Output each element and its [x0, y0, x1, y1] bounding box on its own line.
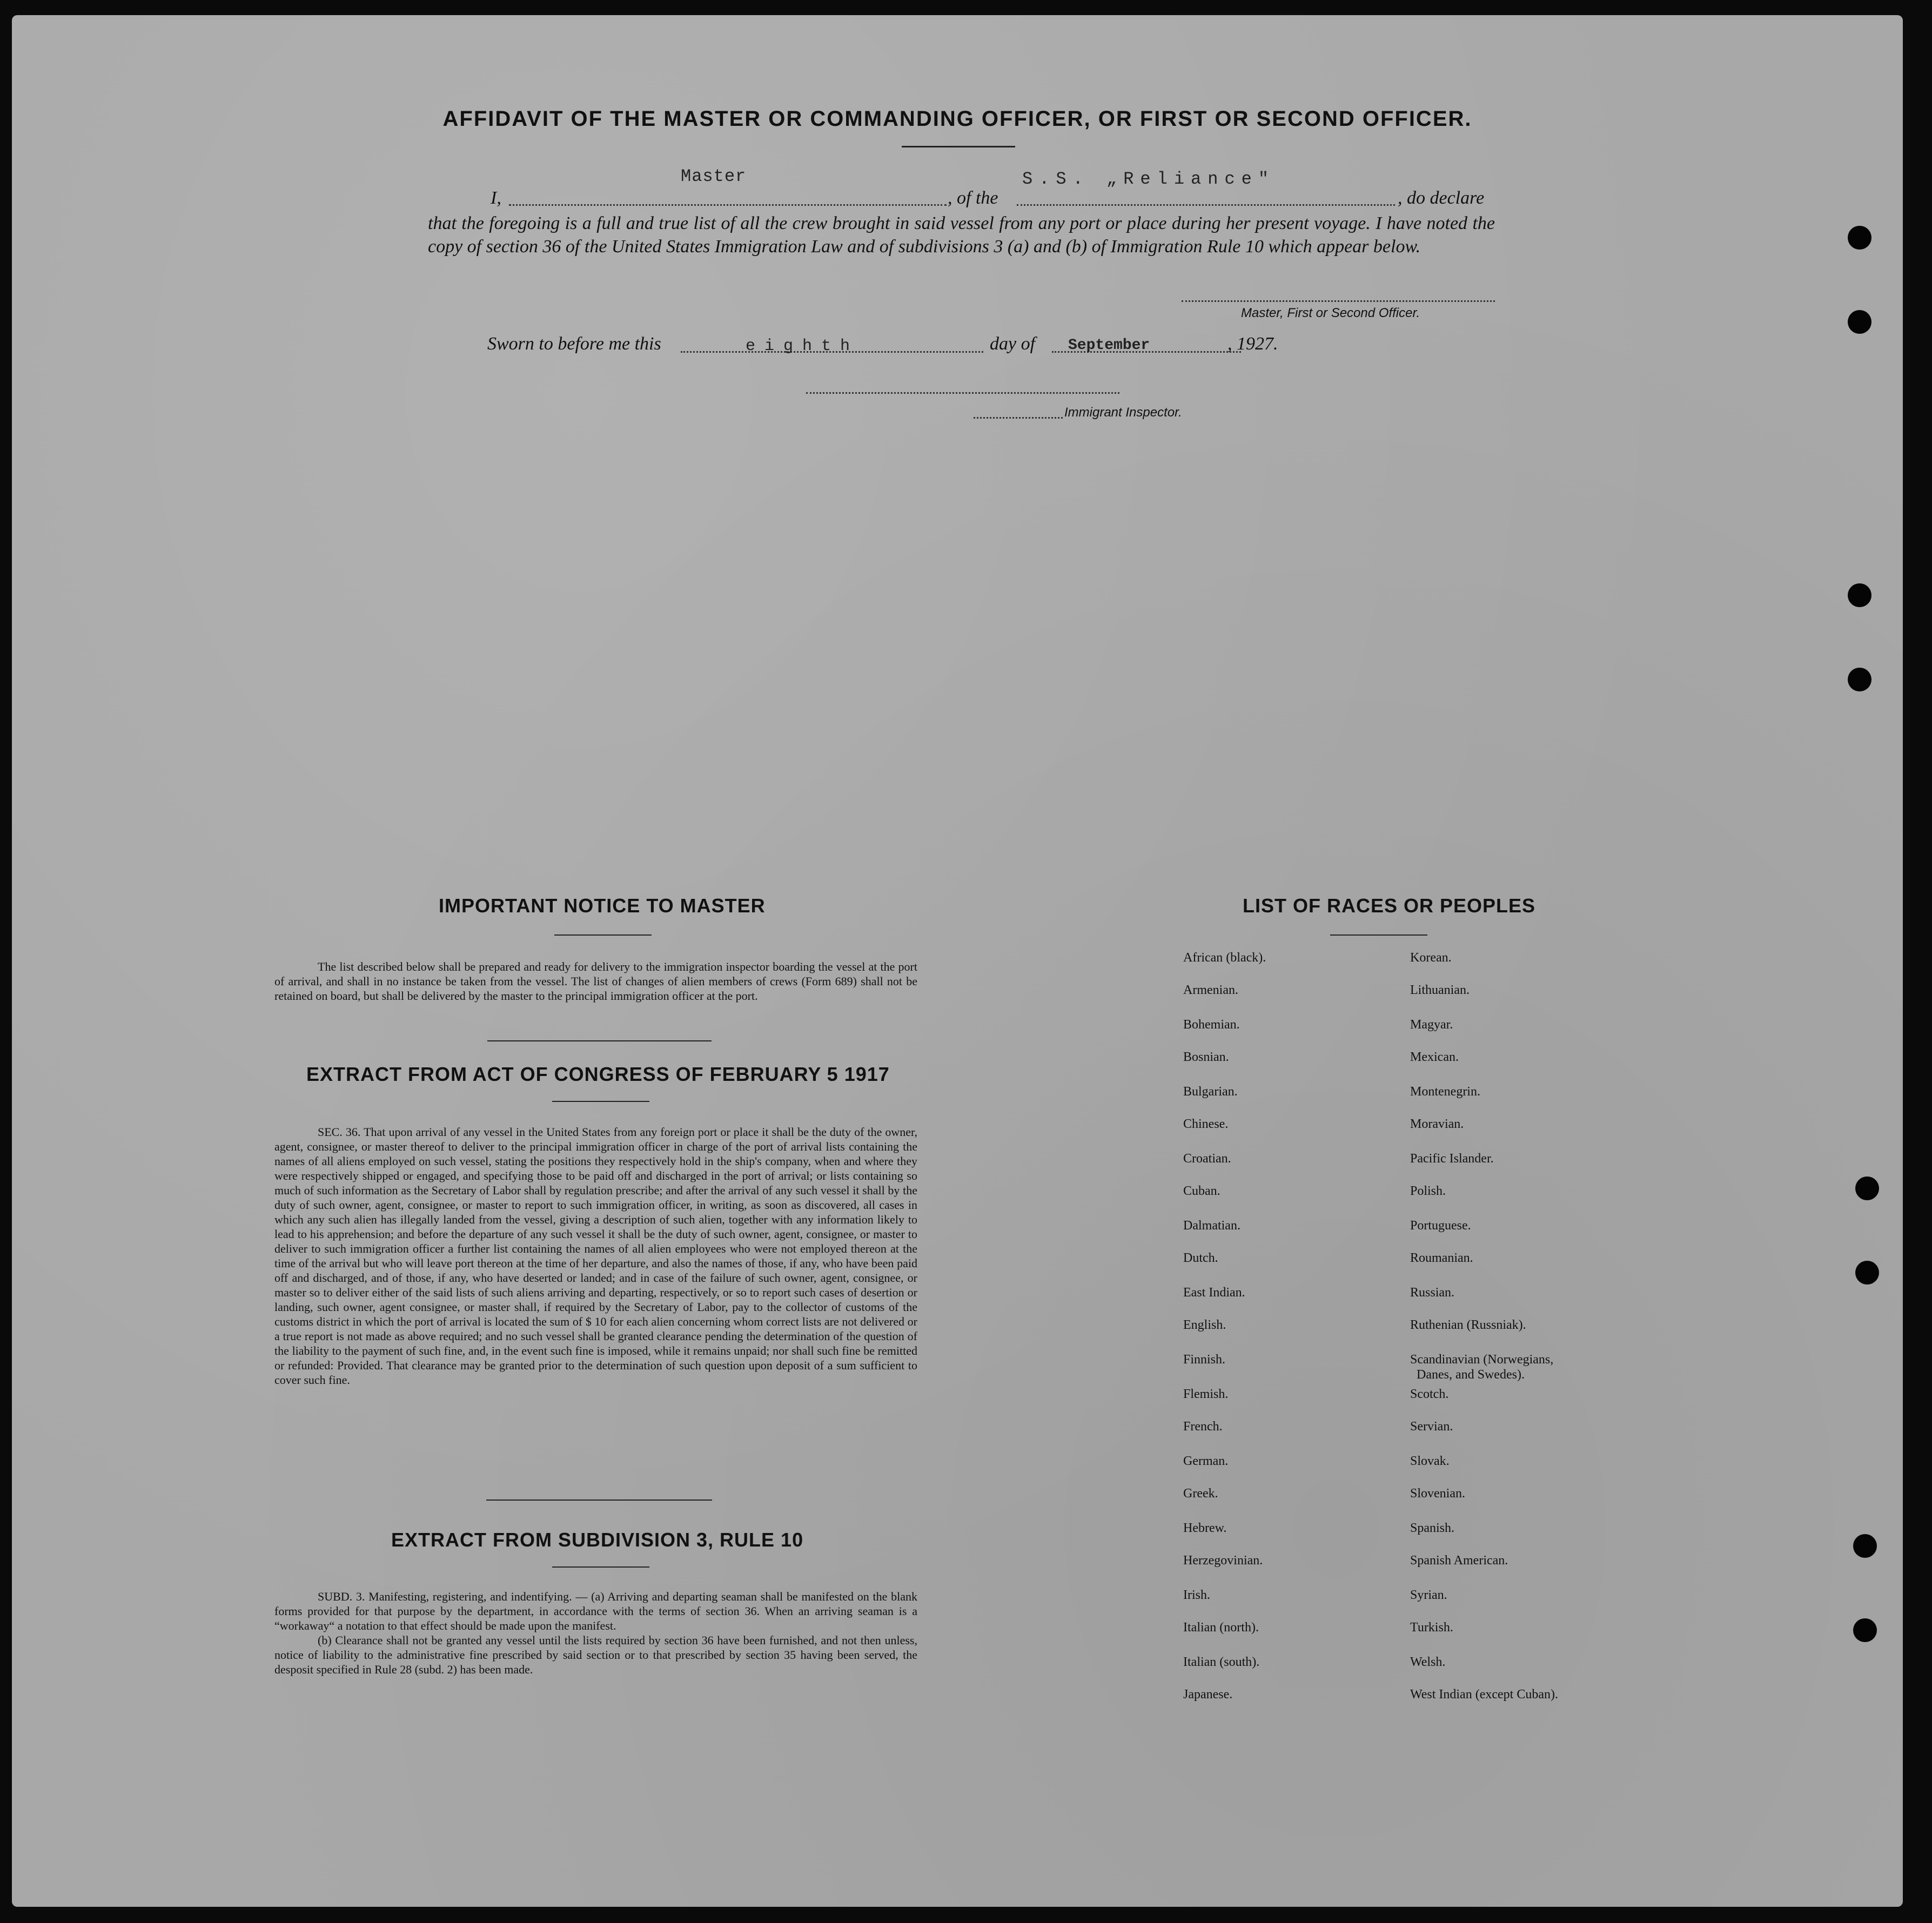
subd-rule-top — [486, 1500, 712, 1501]
race-item: English. — [1183, 1318, 1226, 1332]
act-paragraph: SEC. 36. That upon arrival of any vessel in the United States from any foreign port or place it shall be the duty of the owner, agent, consignee, or master thereof to deliver to the principal immigration officer in charge of the port of arrival lists containing the names of all aliens employed on such vessel, stating the positions they respectively hold in the ship's company, when and where they were respectively shipped or engaged, and specifying those to be paid off and discharged in the port of arrival; or lists containing so much of such information as the Secretary of Labor shall by regulation prescribe; and after the arrival of any such vessel it shall by the duty of such owner, agent, consignee, or master to report to such immigration officer, in writing, as soon as discovered, all cases in which any such alien has illegally landed from the vessel, giving a description of such alien, together with any information likely to lead to his apprehension; and before the departure of any such vessel it shall be the duty of such owner, agent, consignee, or master to deliver to such immigration officer a further list containing the names of all alien employees who were not employed thereon at the time of the arrival but who will leave port thereon at the time of her departure, and also the names of those, if any, who have been paid off and discharged, and of those, if any, who have deserted or landed; and in case of the failure of such owner, agent, consignee, or master so to deliver either of the said lists of such aliens arriving and departing, respectively, or so to report such cases of desertion or landing, such owner, agent consignee, or master shall, if required by the Secretary of Labor, pay to the collector of customs of the customs district in which the port of arrival is located the sum of $ 10 for each alien concerning whom correct lists are not delivered or a true report is not made as above required; and no such vessel shall be granted clearance pending the determination of the question of the liability to the payment of such fine, and, in the event such fine is imposed, while it remains unpaid; nor shall such fine be remitted or refunded: Provided. That clearance may be granted prior to the determination of such question upon deposit of a sum sufficient to cover such fine. — [274, 1125, 917, 1387]
race-item: Bohemian. — [1183, 1018, 1240, 1032]
race-item: Spanish American. — [1410, 1554, 1508, 1568]
form-page — [12, 15, 1903, 1907]
binder-hole — [1855, 1176, 1879, 1200]
race-item: African (black). — [1183, 951, 1266, 965]
race-item: Roumanian. — [1410, 1251, 1473, 1265]
race-item: Herzegovinian. — [1183, 1554, 1263, 1568]
race-item: Mexican. — [1410, 1050, 1459, 1064]
sworn-day-value: eighth — [746, 337, 860, 355]
race-item: Welsh. — [1410, 1655, 1446, 1669]
race-item: Korean. — [1410, 951, 1452, 965]
races-title: LIST OF RACES OR PEOPLES — [1243, 895, 1536, 917]
binder-hole — [1855, 1261, 1879, 1285]
subd-text — [274, 1589, 917, 1677]
binder-hole — [1853, 1534, 1877, 1558]
race-item: Portuguese. — [1410, 1219, 1471, 1233]
race-item: Armenian. — [1183, 983, 1238, 997]
race-item: Syrian. — [1410, 1588, 1447, 1602]
text-day-of: day of — [990, 334, 1036, 354]
races-rule — [1330, 934, 1427, 936]
inspector-caption: Immigrant Inspector. — [1064, 405, 1182, 420]
vessel-field — [1017, 204, 1395, 206]
race-item: Polish. — [1410, 1184, 1446, 1198]
race-item: Spanish. — [1410, 1521, 1455, 1535]
subd-rule-bottom — [552, 1566, 649, 1568]
race-item: French. — [1183, 1420, 1223, 1434]
subd-paragraph-a: SUBD. 3. Manifesting, registering, and indentifying. — (a) Arriving and departing seaman shall be manifested on the blank forms provided for that purpose by the department, in accordance with the terms of section 36. When an arriving seaman is a “workaway“ a notation to that effect should be made upon the manifest. — [274, 1590, 917, 1632]
binder-hole — [1848, 668, 1871, 691]
act-title: EXTRACT FROM ACT OF CONGRESS OF FEBRUARY 5 1917 — [306, 1063, 890, 1085]
title-rule — [902, 146, 1015, 147]
notice-rule — [554, 934, 652, 936]
sworn-prefix: Sworn to before me this — [487, 334, 661, 354]
race-item: Dalmatian. — [1183, 1219, 1240, 1233]
race-item: Magyar. — [1410, 1018, 1453, 1032]
notice-text — [274, 959, 917, 1003]
officer-signature-line — [1182, 300, 1495, 302]
race-item: Slovak. — [1410, 1454, 1450, 1468]
text-i: I, — [491, 188, 501, 208]
inspector-signature-line — [806, 392, 1119, 394]
race-item: Irish. — [1183, 1588, 1210, 1602]
text-of-the: , of the — [948, 188, 998, 208]
race-item: Turkish. — [1410, 1621, 1453, 1635]
subd-title: EXTRACT FROM SUBDIVISION 3, RULE 10 — [391, 1529, 804, 1551]
race-item: Bulgarian. — [1183, 1085, 1238, 1099]
binder-hole — [1853, 1618, 1877, 1642]
race-item: German. — [1183, 1454, 1229, 1468]
name-field — [509, 204, 947, 206]
filled-rank: Master — [681, 166, 747, 186]
race-item: Greek. — [1183, 1487, 1218, 1501]
filled-vessel: S.S. „Reliance" — [1022, 169, 1276, 189]
race-item: Flemish. — [1183, 1387, 1229, 1401]
binder-hole — [1848, 226, 1871, 250]
act-text — [274, 1125, 917, 1387]
race-item: Slovenian. — [1410, 1487, 1465, 1501]
affidavit-title: AFFIDAVIT OF THE MASTER OR COMMANDING OFFICER, OR FIRST OR SECOND OFFICER. — [442, 107, 1472, 131]
officer-signature-caption: Master, First or Second Officer. — [1241, 306, 1420, 320]
race-item: West Indian (except Cuban). — [1410, 1687, 1558, 1702]
race-item: Scotch. — [1410, 1387, 1449, 1401]
notice-title: IMPORTANT NOTICE TO MASTER — [439, 895, 766, 917]
act-rule-bottom — [552, 1101, 649, 1102]
race-item: Montenegrin. — [1410, 1085, 1480, 1099]
race-item: Ruthenian (Russniak). — [1410, 1318, 1526, 1332]
sworn-month-value: September — [1068, 337, 1150, 354]
race-item: East Indian. — [1183, 1286, 1245, 1300]
sworn-year: , 1927. — [1227, 334, 1278, 354]
text-do-declare: , do declare — [1398, 188, 1485, 208]
race-item: Hebrew. — [1183, 1521, 1227, 1535]
race-item: Danes, and Swedes). — [1417, 1368, 1525, 1382]
race-item: Lithuanian. — [1410, 983, 1470, 997]
inspector-caption-lead — [974, 417, 1063, 419]
race-item: Dutch. — [1183, 1251, 1218, 1265]
race-item: Croatian. — [1183, 1152, 1231, 1166]
race-item: Italian (north). — [1183, 1621, 1259, 1635]
race-item: Japanese. — [1183, 1687, 1233, 1702]
race-item: Italian (south). — [1183, 1655, 1260, 1669]
race-item: Scandinavian (Norwegians, — [1410, 1353, 1554, 1367]
declaration-text: that the foregoing is a full and true list of all the crew brought in said vessel from any port or place during her present voyage. I have noted the copy of section 36 of the United States Immigration Law and of subdivisions 3 (a) and (b) of Immigration Rule 10 which appear below. — [428, 213, 1495, 257]
race-item: Pacific Islander. — [1410, 1152, 1494, 1166]
binder-hole — [1848, 583, 1871, 607]
race-item: Moravian. — [1410, 1117, 1464, 1131]
race-item: Finnish. — [1183, 1353, 1226, 1367]
race-item: Servian. — [1410, 1420, 1453, 1434]
act-rule-top — [487, 1040, 712, 1041]
race-item: Russian. — [1410, 1286, 1455, 1300]
notice-paragraph: The list described below shall be prepared and ready for delivery to the immigration inspector boarding the vessel at the port of arrival, and shall in no instance be taken from the vessel. The list of changes of alien members of crews (Form 689) shall not be retained on board, but shall be delivered by the master to the principal immigration officer at the port. — [274, 960, 917, 1003]
subd-paragraph-b: (b) Clearance shall not be granted any vessel until the lists required by section 36 have been furnished, and not then unless, notice of liability to the administrative fine prescribed by said section or to that prescribed by section 35 having been served, the desposit specified in Rule 28 (subd. 2) has been made. — [274, 1633, 917, 1676]
race-item: Chinese. — [1183, 1117, 1229, 1131]
binder-hole — [1848, 310, 1871, 334]
race-item: Cuban. — [1183, 1184, 1220, 1198]
race-item: Bosnian. — [1183, 1050, 1229, 1064]
